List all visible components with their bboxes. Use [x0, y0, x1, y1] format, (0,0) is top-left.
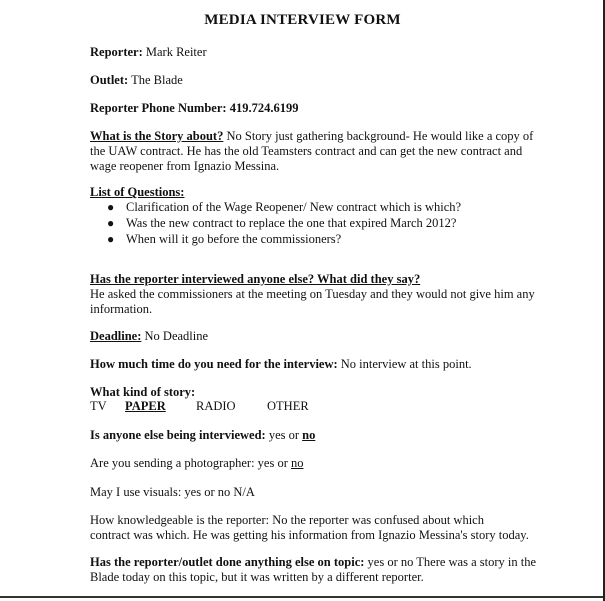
photographer-label: Are you sending a photographer: — [90, 456, 255, 470]
option-tv: TV — [90, 399, 107, 413]
other-topic-text-1: yes or no There was a story in the — [367, 555, 537, 569]
bullet-icon: ● — [107, 216, 115, 230]
outlet-value: The Blade — [131, 73, 183, 87]
story-text-2: the UAW contract. He has the old Teamsters contract and can get the new contract and — [90, 144, 523, 158]
interviewed-label: Has the reporter interviewed anyone else? What did they say? — [90, 272, 421, 286]
photographer-answer: no — [291, 456, 304, 470]
reporter-line — [90, 45, 207, 60]
time-needed-label: How much time do you need for the interview: — [90, 357, 338, 371]
bullet-icon: ● — [107, 200, 115, 214]
phone-label: Reporter Phone Number: — [90, 101, 227, 115]
other-topic-label: Has the reporter/outlet done anything else on topic: — [90, 555, 365, 569]
time-needed-line — [90, 357, 472, 372]
others-interviewed-text: yes or — [268, 428, 300, 442]
question-text: When will it go before the commissioners? — [126, 232, 342, 246]
story-kind-label: What kind of story: — [90, 385, 196, 399]
page-bottom-edge — [0, 596, 605, 598]
reporter-value: Mark Reiter — [145, 45, 207, 59]
outlet-line — [90, 73, 183, 88]
option-paper-selected: PAPER — [125, 399, 166, 413]
bullet-icon: ● — [107, 232, 115, 246]
others-interviewed-answer: no — [302, 428, 316, 442]
story-text-3: wage reopener from Ignazio Messina. — [90, 159, 280, 173]
time-needed-value: No interview at this point. — [340, 357, 472, 371]
photographer-text: yes or — [257, 456, 288, 470]
knowledgeable-text-1: No the reporter was confused about which — [272, 513, 484, 527]
questions-label: List of Questions: — [90, 185, 185, 199]
deadline-value: No Deadline — [144, 329, 209, 343]
list-item — [107, 199, 462, 215]
form-title: MEDIA INTERVIEW FORM — [204, 12, 401, 28]
other-topic-text-2: Blade today on this topic, but it was written by a different reporter. — [90, 570, 424, 584]
photographer-line — [90, 456, 304, 471]
visuals-line: May I use visuals: yes or no N/A — [90, 485, 255, 499]
story-text-1: No Story just gathering background- He would like a copy of — [226, 129, 534, 143]
other-topic-line-1 — [90, 555, 536, 570]
deadline-line — [90, 329, 208, 344]
option-other: OTHER — [267, 399, 309, 413]
knowledgeable-text-2: contract was which. He was getting his information from Ignazio Messina's story today. — [90, 528, 529, 542]
story-label: What is the Story about? — [90, 129, 224, 143]
question-text: Clarification of the Wage Reopener/ New contract which is which? — [126, 200, 462, 214]
others-interviewed-line — [90, 428, 315, 443]
outlet-label: Outlet: — [90, 73, 129, 87]
question-text: Was the new contract to replace the one that expired March 2012? — [126, 216, 457, 230]
knowledgeable-line-1 — [90, 513, 484, 528]
interviewed-text-1: He asked the commissioners at the meeting on Tuesday and they would not give him any — [90, 287, 535, 301]
list-item — [107, 231, 461, 247]
option-radio: RADIO — [196, 399, 236, 413]
questions-list — [90, 199, 461, 247]
phone-line — [90, 101, 298, 116]
interviewed-text-2: information. — [90, 302, 153, 316]
phone-value: 419.724.6199 — [229, 101, 299, 115]
knowledgeable-label: How knowledgeable is the reporter: — [90, 513, 270, 527]
reporter-label: Reporter: — [90, 45, 143, 59]
deadline-label: Deadline: — [90, 329, 142, 343]
story-line-1 — [90, 129, 533, 144]
list-item — [107, 215, 461, 231]
others-interviewed-label: Is anyone else being interviewed: — [90, 428, 266, 442]
